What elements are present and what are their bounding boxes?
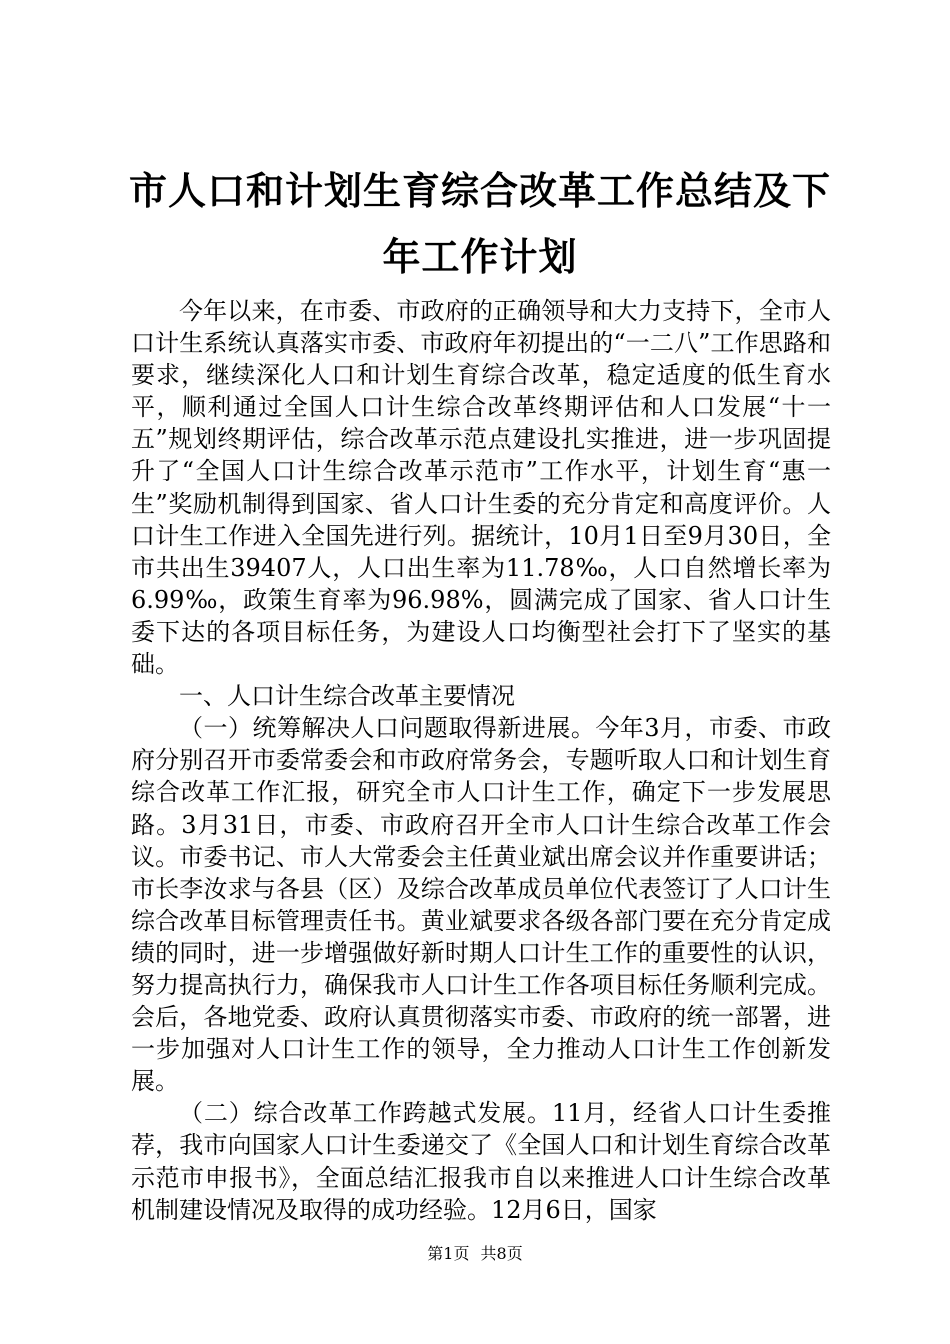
page-total: 共8页 — [480, 1244, 523, 1263]
section-heading: 一、人口计生综合改革主要情况 — [179, 682, 515, 711]
document-body — [131, 295, 831, 1226]
page-number: 第1页 — [427, 1244, 470, 1263]
section-paragraph-2: （二）综合改革工作跨越式发展。11月，经省人口计生委推荐，我市向国家人口计生委递交了《全国人口和计划生育综合改革示范市申报书》，全面总结汇报我市自以来推进人口计生综合改革机制建设情况及取得的成功经验。12月6日，国家 — [131, 1099, 831, 1224]
section-paragraph-1: （一）统筹解决人口问题取得新进展。今年3月，市委、市政府分别召开市委常委会和市政府常务会，专题听取人口和计划生育综合改革工作汇报，研究全市人口计生工作，确定下一步发展思路。3月31日，市委、市政府召开全市人口计生综合改革工作会议。市委书记、市人大常委会主任黄业斌出席会议并作重要讲话；市长李汝求与各县（区）及综合改革成员单位代表签订了人口计生综合改革目标管理责任书。黄业斌要求各级各部门要在充分肯定成绩的同时，进一步增强做好新时期人口计生工作的重要性的认识，努力提高执行力，确保我市人口计生工作各项目标任务顺利完成。会后，各地党委、政府认真贯彻落实市委、市政府的统一部署，进一步加强对人口计生工作的领导，全力推动人口计生工作创新发展。 — [131, 714, 831, 1096]
page-footer — [0, 1242, 950, 1266]
document-title: 市人口和计划生育综合改革工作总结及下年工作计划 — [128, 168, 831, 279]
intro-paragraph: 今年以来，在市委、市政府的正确领导和大力支持下，全市人口计生系统认真落实市委、市政府年初提出的“一二八”工作思路和要求，继续深化人口和计划生育综合改革，稳定适度的低生育水平，顺利通过全国人口计生综合改革终期评估和人口发展“十一五”规划终期评估，综合改革示范点建设扎实推进，进一步巩固提升了“全国人口计生综合改革示范市”工作水平，计划生育“惠一生”奖励机制得到国家、省人口计生委的充分肯定和高度评价。人口计生工作进入全国先进行列。据统计，10月1日至9月30日，全市共出生39407人，人口出生率为11.78‰，人口自然增长率为6.99‰，政策生育率为96.98%，圆满完成了国家、省人口计生委下达的各项目标任务，为建设人口均衡型社会打下了坚实的基础。 — [131, 297, 831, 679]
